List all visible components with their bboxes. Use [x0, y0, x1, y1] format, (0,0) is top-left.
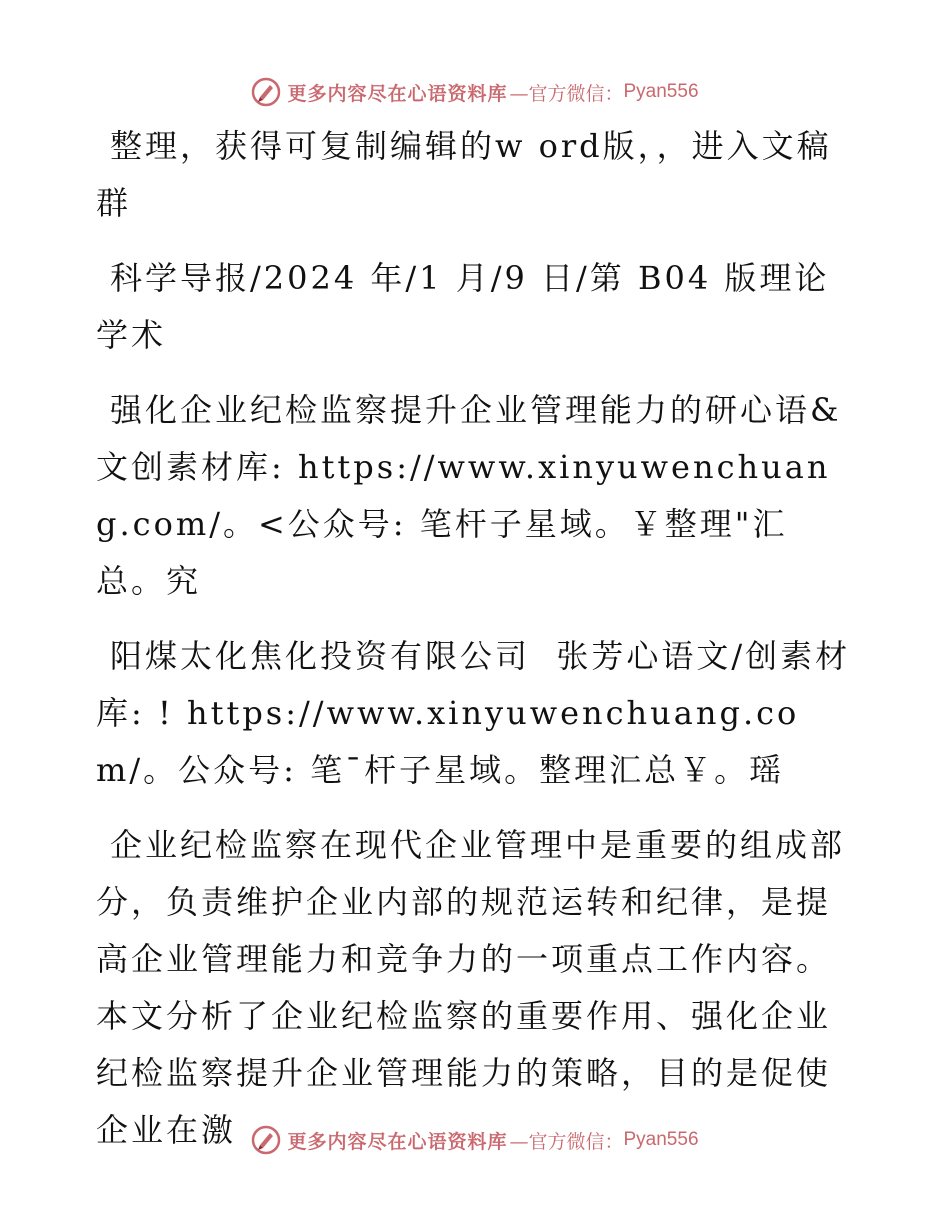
header-banner	[0, 72, 950, 112]
author-affiliation-paragraph: 阳煤太化焦化投资有限公司 张芳心语文/创素材库: ! https://www.xinyuwenchuang.com/。公众号: 笔¯杆子星域。整理汇总￥。瑶	[96, 637, 851, 789]
document-body	[96, 118, 856, 1177]
source-line-paragraph: 科学导报/2024 年/1 月/9 日/第 B04 版理论学术	[96, 259, 830, 354]
header-wechat-id: Pyan556	[623, 81, 699, 102]
footer-wechat-label: —官方微信：	[509, 1130, 624, 1153]
brand-logo-icon	[251, 77, 281, 107]
header-wechat-label: —官方微信：	[509, 82, 624, 105]
footer-banner	[0, 1120, 950, 1160]
footer-brand-text: 更多内容尽在心语资料库	[287, 1130, 508, 1153]
intro-notice-paragraph: 整理，获得可复制编辑的w ord版，，进入文稿群	[96, 127, 832, 222]
article-title-paragraph: 强化企业纪检监察提升企业管理能力的研心语&文创素材库: https://www.xinyuwenchuang.com/。<公众号: 笔杆子星域。￥整理"汇总。究	[96, 391, 842, 600]
footer-brand-logo-icon	[251, 1125, 281, 1155]
header-brand-text: 更多内容尽在心语资料库	[287, 82, 508, 105]
abstract-paragraph: 企业纪检监察在现代企业管理中是重要的组成部分，负责维护企业内部的规范运转和纪律，是提高企业管理能力和竞争力的一项重点工作内容。本文分析了企业纪检监察的重要作用、强化企业纪检监察提升企业管理能力的策略，目的是促使企业在激	[96, 826, 846, 1149]
footer-wechat-id: Pyan556	[623, 1129, 699, 1150]
